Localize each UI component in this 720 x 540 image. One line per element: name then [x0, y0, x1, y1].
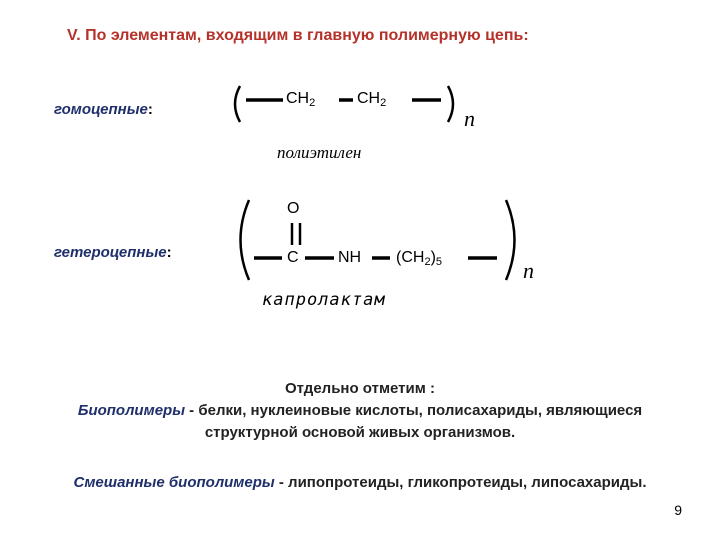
- heterochain-left-bracket: [241, 200, 250, 280]
- carbonyl-oxygen: O: [287, 200, 300, 217]
- homochain-unit-1: $CH_2$: [286, 90, 316, 109]
- mixed-biopolymers-note: [40, 472, 680, 494]
- carbonyl-carbon: C: [287, 249, 299, 266]
- heterochain-caption: капролактам: [262, 290, 386, 310]
- amide-nh: NH: [338, 249, 362, 266]
- mixed-biopolymers-term: Смешанные биополимеры: [73, 474, 275, 491]
- homochain-unit-2: $CH_2$: [357, 90, 387, 109]
- slide-title: V. По элементам, входящим в главную полимерную цепь:: [67, 27, 529, 44]
- biopolymers-note: [36, 400, 684, 444]
- heterochain-n: n: [523, 258, 534, 283]
- heterochain-label: гетероцепные:: [54, 244, 172, 261]
- homochain-n: n: [464, 106, 475, 131]
- page-number: 9: [674, 502, 682, 518]
- biopolymers-term: Биополимеры: [77, 402, 186, 419]
- homochain-label: гомоцепные:: [54, 101, 153, 118]
- homochain-caption: полиэтилен: [277, 143, 362, 162]
- biopolymers-text: - белки, нуклеиновые кислоты, полисахариды, являющиеся структурной основой живых организмов.: [185, 402, 643, 441]
- homochain-left-bracket: [235, 86, 240, 122]
- mixed-biopolymers-text: - липопротеиды, гликопротеиды, липосахариды.: [274, 474, 647, 491]
- homochain-right-bracket: [448, 86, 453, 122]
- note-heading: Отдельно отметим :: [284, 380, 436, 397]
- methylene-group: $(CH_2)_5$: [396, 249, 443, 268]
- heterochain-right-bracket: [506, 200, 515, 280]
